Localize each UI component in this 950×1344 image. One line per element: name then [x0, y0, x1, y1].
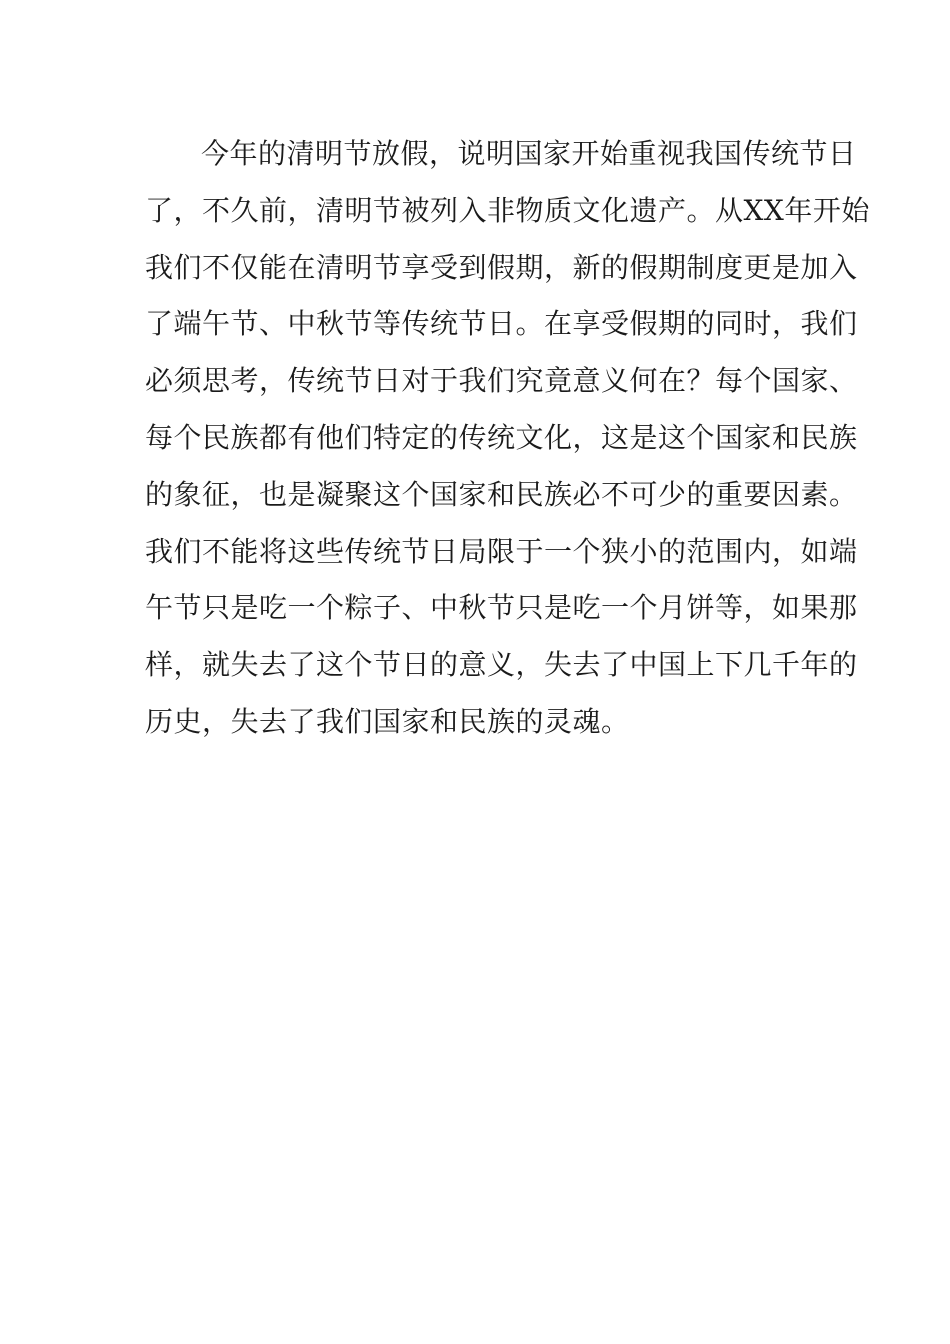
paragraph-line: 的象征，也是凝聚这个国家和民族必不可少的重要因素。: [145, 477, 858, 511]
paragraph-line: 历史，失去了我们国家和民族的灵魂。: [145, 704, 630, 738]
paragraph-line: 我们不仅能在清明节享受到假期，新的假期制度更是加入: [145, 250, 858, 284]
paragraph-line: 样，就失去了这个节日的意义，失去了中国上下几千年的: [145, 648, 858, 682]
paragraph-line: 了，不久前，清明节被列入非物质文化遗产。从XX年开始: [145, 193, 870, 227]
paragraph-line: 我们不能将这些传统节日局限于一个狭小的范围内，如端: [145, 534, 858, 568]
paragraph-line: 每个民族都有他们特定的传统文化，这是这个国家和民族: [145, 420, 858, 454]
body-paragraph: [145, 126, 870, 751]
paragraph-line: 今年的清明节放假，说明国家开始重视我国传统节日: [201, 137, 857, 170]
paragraph-line: 必须思考，传统节日对于我们究竟意义何在？每个国家、: [145, 364, 858, 398]
paragraph-line: 午节只是吃一个粽子、中秋节只是吃一个月饼等，如果那: [145, 591, 858, 625]
paragraph-line: 了端午节、中秋节等传统节日。在享受假期的同时，我们: [145, 307, 858, 341]
